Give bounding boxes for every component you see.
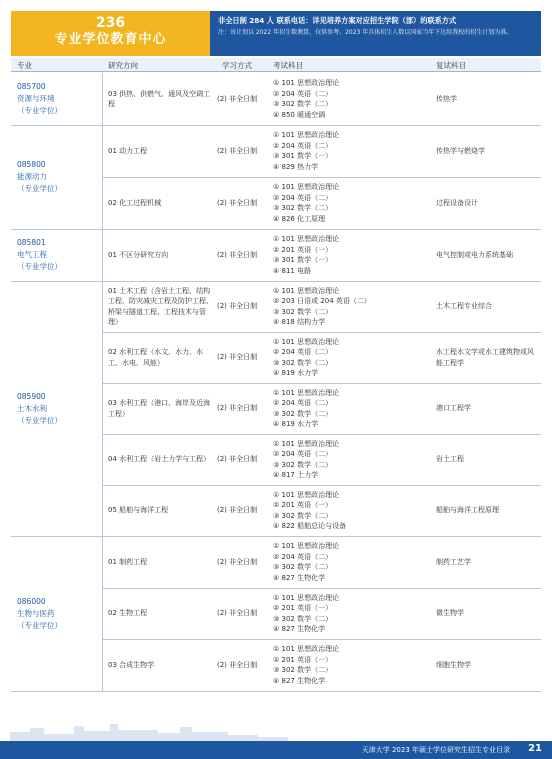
exam-item: ① 101 思想政治理论 (273, 439, 340, 448)
column-divider (102, 73, 103, 691)
direction-cell: 02 生物工程 (108, 609, 148, 618)
col-direction: 研究方向 (108, 61, 138, 70)
direction-cell: 04 水利工程（岩土力学与工程） (108, 455, 211, 464)
exam-item: ④ 827 生物化学 (273, 573, 326, 582)
exam-item: ④ 817 土力学 (273, 471, 319, 479)
center-badge (11, 11, 210, 56)
mode-cell: (2) 非全日制 (217, 557, 258, 566)
center-code: 236 (95, 15, 126, 31)
page-header (0, 0, 552, 57)
exam-cell (273, 639, 429, 691)
center-name: 专业学位教育中心 (54, 32, 167, 47)
retest-cell: 细胞生物学 (436, 660, 471, 669)
major-code: 085700 (17, 82, 46, 91)
major-type: （专业学位） (17, 415, 62, 425)
enroll-info (210, 11, 541, 56)
table-row (102, 125, 541, 177)
exam-item: ④ 829 热力学 (273, 162, 319, 171)
row-divider (102, 383, 541, 384)
major-cell (11, 229, 102, 281)
exam-cell (273, 485, 429, 536)
exam-item: ④ 822 船舶总论与设备 (273, 522, 347, 530)
exam-item: ③ 302 数学（二） (273, 666, 333, 674)
direction-cell: 01 制药工程 (108, 557, 148, 566)
mode-cell: (2) 非全日制 (217, 94, 258, 103)
exam-item: ① 101 思想政治理论 (273, 542, 340, 550)
direction-cell: 02 化工过程机械 (108, 198, 162, 207)
exam-item: ① 101 思想政治理论 (273, 645, 340, 653)
table-row (102, 281, 541, 332)
table-row (102, 639, 541, 691)
row-divider (11, 536, 541, 537)
exam-item: ④ 850 暖通空调 (273, 110, 326, 119)
mode-cell: (2) 非全日制 (217, 302, 258, 311)
exam-item: ③ 302 数学（二） (273, 100, 333, 108)
exam-item: ② 204 英语（二） (273, 193, 333, 202)
row-divider (11, 229, 541, 230)
exam-cell (273, 229, 429, 281)
direction-cell: 01 土木工程（含岩土工程、结构工程、防灾减灾工程及防护工程、桥梁与隧道工程、工程技术与管理） (108, 286, 213, 326)
exam-item: ③ 302 数学（二） (273, 358, 333, 367)
row-divider (11, 691, 541, 692)
exam-cell (273, 332, 429, 383)
major-name: 资源与环境 (17, 94, 55, 103)
exam-item: ③ 302 数学（二） (273, 409, 333, 418)
exam-item: ④ 819 水力学 (273, 420, 319, 428)
row-divider (102, 434, 541, 435)
exam-item: ② 204 英语（二） (273, 89, 333, 98)
table-row (102, 177, 541, 229)
mode-cell: (2) 非全日制 (217, 146, 258, 155)
exam-item: ④ 811 电路 (273, 266, 312, 275)
major-type: （专业学位） (17, 620, 62, 630)
exam-item: ③ 302 数学（二） (273, 614, 333, 623)
major-name: 土木水利 (17, 403, 47, 413)
major-code: 085801 (17, 238, 46, 247)
exam-item: ② 201 英语（一） (273, 501, 333, 509)
retest-cell: 传热学与燃烧学 (436, 146, 485, 155)
exam-item: ② 204 英语（二） (273, 141, 333, 150)
major-type: （专业学位） (17, 184, 62, 193)
exam-cell (273, 73, 429, 125)
col-retest: 复试科目 (436, 61, 466, 70)
row-divider (11, 281, 541, 282)
major-code: 086000 (17, 596, 46, 606)
exam-item: ② 204 英语（二） (273, 450, 333, 458)
mode-cell: (2) 非全日制 (217, 404, 258, 413)
exam-item: ① 101 思想政治理论 (273, 131, 340, 139)
major-type: （专业学位） (17, 262, 62, 271)
table-row (102, 588, 541, 639)
footer-title: 天津大学 2023 年硕士学位研究生招生专业目录 (361, 746, 510, 754)
exam-item: ③ 302 数学（二） (273, 511, 333, 520)
exam-cell (273, 125, 429, 177)
direction-cell: 03 合成生物学 (108, 660, 155, 669)
exam-item: ① 101 思想政治理论 (273, 593, 340, 602)
page-footer (0, 741, 552, 759)
major-cell (11, 125, 102, 229)
direction-cell: 03 供热、供燃气、通风及空调工程 (108, 89, 211, 108)
exam-cell (273, 536, 429, 588)
exam-item: ① 101 思想政治理论 (273, 286, 340, 295)
retest-cell: 港口工程学 (436, 404, 471, 413)
table-row (102, 434, 541, 485)
exam-item: ② 204 英语（二） (273, 348, 333, 356)
major-cell (11, 281, 102, 536)
row-divider (102, 177, 541, 178)
exam-item: ④ 818 结构力学 (273, 318, 326, 326)
exam-cell (273, 177, 429, 229)
enroll-note: 注：该计划以 2022 年招生数测算，仅供参考。2023 年具体招生人数以国家当年下达给我校的招生计划为准。 (218, 29, 513, 36)
retest-cell: 传热学 (436, 94, 457, 103)
exam-item: ② 204 英语（二） (273, 552, 333, 561)
major-name: 电气工程 (17, 250, 47, 259)
mode-cell: (2) 非全日制 (217, 198, 258, 207)
direction-cell: 02 水利工程（水文、水力、水工、水电、风能） (108, 348, 204, 367)
direction-cell: 03 水利工程（港口、海岸及近海工程） (108, 399, 211, 418)
exam-item: ③ 302 数学（二） (273, 204, 333, 212)
exam-item: ③ 302 数学（二） (273, 307, 333, 316)
col-exam: 考试科目 (273, 61, 303, 70)
major-name: 能源动力 (17, 172, 47, 181)
table-row (102, 485, 541, 536)
major-cell (11, 73, 102, 125)
campus-skyline-decoration (0, 722, 300, 742)
row-divider (102, 588, 541, 589)
exam-item: ③ 302 数学（二） (273, 563, 333, 571)
mode-cell: (2) 非全日制 (217, 506, 258, 515)
major-cell (11, 536, 102, 691)
exam-cell (273, 383, 429, 434)
exam-cell (273, 588, 429, 639)
direction-cell: 01 不区分研究方向 (108, 250, 169, 259)
retest-cell: 船舶与海洋工程原理 (436, 506, 499, 515)
exam-item: ③ 301 数学（一） (273, 152, 333, 160)
row-divider (102, 485, 541, 486)
exam-cell (273, 281, 429, 332)
retest-cell: 过程设备设计 (436, 198, 478, 207)
col-mode: 学习方式 (222, 61, 252, 70)
table-row (102, 383, 541, 434)
retest-cell: 水工程水文学或水工建筑物或风能工程学 (436, 348, 534, 367)
mode-cell: (2) 非全日制 (217, 660, 258, 669)
mode-cell: (2) 非全日制 (217, 353, 258, 362)
major-code: 085900 (17, 391, 46, 401)
exam-item: ③ 302 数学（二） (273, 460, 333, 469)
major-name: 生物与医药 (17, 608, 55, 618)
row-divider (102, 639, 541, 640)
major-code: 085800 (17, 160, 46, 169)
table-row (102, 229, 541, 281)
exam-cell (273, 434, 429, 485)
retest-cell: 电气控制或电力系统基础 (436, 250, 513, 259)
exam-item: ③ 301 数学（一） (273, 256, 333, 264)
retest-cell: 土木工程专业综合 (436, 302, 492, 311)
direction-cell: 05 船舶与海洋工程 (108, 506, 169, 515)
row-divider (102, 332, 541, 333)
major-type: （专业学位） (17, 106, 62, 115)
exam-item: ④ 819 水力学 (273, 369, 319, 377)
exam-item: ① 101 思想政治理论 (273, 388, 340, 397)
retest-cell: 微生物学 (436, 609, 464, 618)
table-row (102, 73, 541, 125)
enroll-line: 非全日制 284 人 联系电话：详见培养方案对应招生学院（部）的联系方式 (218, 16, 457, 25)
exam-item: ④ 826 化工原理 (273, 214, 326, 223)
exam-item: ① 101 思想政治理论 (273, 183, 340, 191)
exam-item: ④ 827 生物化学 (273, 676, 326, 685)
exam-item: ① 101 思想政治理论 (273, 235, 340, 243)
direction-cell: 01 动力工程 (108, 146, 148, 155)
exam-item: ② 201 英语（一） (273, 604, 333, 612)
row-divider (11, 125, 541, 126)
table-row (102, 332, 541, 383)
table-row (102, 536, 541, 588)
col-major: 专业 (17, 61, 32, 70)
exam-item: ① 101 思想政治理论 (273, 337, 340, 346)
exam-item: ④ 827 生物化学 (273, 625, 326, 633)
exam-item: ① 101 思想政治理论 (273, 79, 340, 87)
exam-item: ② 201 英语（一） (273, 655, 333, 664)
mode-cell: (2) 非全日制 (217, 455, 258, 464)
table-header (11, 58, 541, 72)
exam-item: ② 203 日语或 204 英语（二） (273, 297, 371, 305)
exam-item: ② 204 英语（二） (273, 399, 333, 407)
mode-cell: (2) 非全日制 (217, 609, 258, 618)
page-number: 21 (528, 743, 542, 754)
exam-item: ② 201 英语（一） (273, 245, 333, 254)
exam-item: ① 101 思想政治理论 (273, 490, 340, 499)
retest-cell: 岩土工程 (436, 455, 464, 464)
mode-cell: (2) 非全日制 (217, 250, 258, 259)
retest-cell: 制药工艺学 (436, 557, 471, 566)
